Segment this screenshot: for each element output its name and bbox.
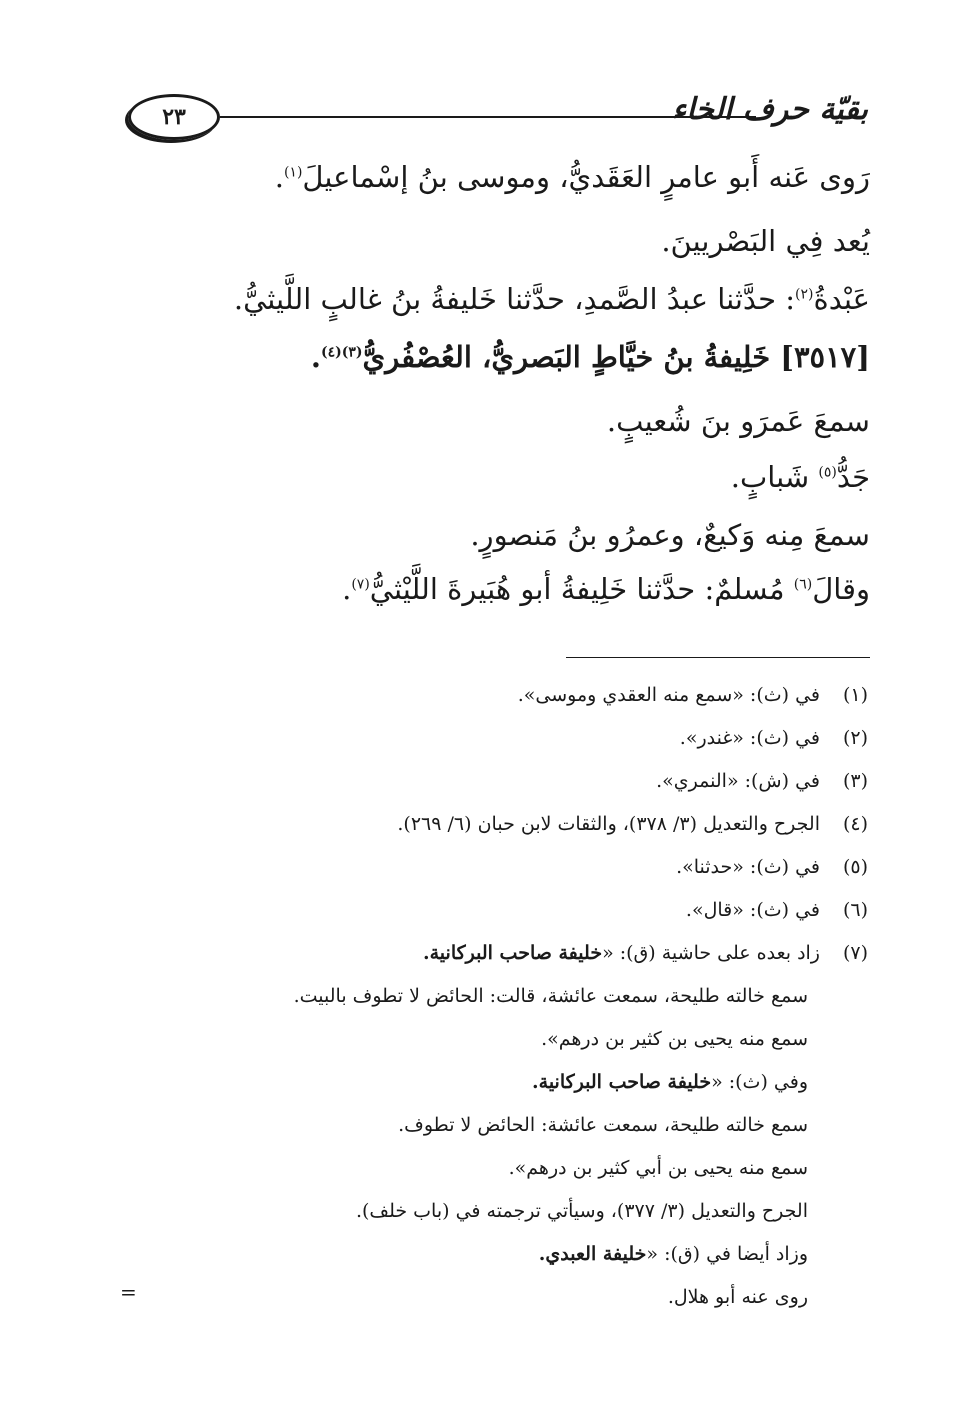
footnote-7-line-2 <box>188 985 808 1007</box>
footnote-text: سمع خالته طليحة، سمعت عائشة: الحائض لا تطوف. <box>398 1114 808 1136</box>
footnote-text-bold: خليفة العبدي. <box>538 1243 647 1265</box>
main-line-6 <box>731 460 870 494</box>
text: رَوى عَنه أَبو عامرٍ العَقَديُّ، وموسى بنُ إسْماعيلَ <box>302 160 870 194</box>
main-line-5 <box>607 404 870 438</box>
footnote-ref: (٢) <box>795 286 814 303</box>
footnote-text: روى عنه أبو هلال. <box>667 1286 808 1308</box>
footnote-separator <box>566 657 870 658</box>
footnote-text: وزاد أيضا في (ق): « <box>646 1243 808 1265</box>
footnote-ref: (٥) <box>818 464 837 481</box>
text: مُسلمٌ: حدَّثنا خَلِيفةُ أبو هُبَيرةَ اللَّيْثيُّ <box>369 572 794 606</box>
footnote-6 <box>248 899 868 921</box>
main-line-2 <box>661 224 870 258</box>
footnote-7-line-7 <box>188 1200 808 1222</box>
footnote-4 <box>248 813 868 835</box>
text: سمعَ مِنه وَكيعٌ، وعمرُو بنُ مَنصورٍ. <box>470 518 870 552</box>
footnote-number: (٥) <box>842 856 868 878</box>
footnote-7-line-4 <box>188 1071 808 1093</box>
main-line-3 <box>234 282 870 316</box>
footnote-text-bold: خليفة صاحب البركانية. <box>423 942 603 964</box>
footnote-text: سمع منه يحيى بن أبي كثير بن درهم». <box>508 1157 808 1179</box>
footnote-2 <box>248 727 868 749</box>
footnote-number: (١) <box>842 684 868 706</box>
text: سمعَ عَمرَو بنَ شُعيبٍ. <box>606 404 870 438</box>
text: شَبابٍ. <box>730 460 819 494</box>
footnote-number: (٢) <box>842 727 868 749</box>
footnote-ref: (٣)(٤) <box>320 344 363 361</box>
footnote-1 <box>248 684 868 706</box>
text: عَبْدةُ <box>813 282 870 316</box>
footnote-7 <box>248 942 868 964</box>
text: : حدَّثنا عبدُ الصَّمدِ، حدَّثنا خَليفةُ بنُ غالبٍ اللَّيثيُّ. <box>233 282 796 316</box>
footnote-3 <box>248 770 868 792</box>
footnote-number: (٦) <box>842 899 868 921</box>
running-header <box>128 92 868 148</box>
text: يُعد فِي البَصْريينَ. <box>661 224 870 258</box>
footnote-text: سمع منه يحيى بن كثير بن درهم». <box>541 1028 808 1050</box>
footnote-text: الجرح والتعديل (٣/ ٣٧٧)، وسيأتي ترجمته في (باب خلف). <box>355 1200 808 1222</box>
footnote-7-line-6 <box>188 1157 808 1179</box>
footnote-ref: (٦) <box>793 576 813 593</box>
page-number: ٢٣ <box>128 94 220 140</box>
text: جَدُّ <box>836 460 870 494</box>
main-line-7 <box>470 518 870 552</box>
footnote-ref: (٧) <box>351 576 370 593</box>
footnote-text: زاد بعده على حاشية (ق): « <box>602 942 820 964</box>
footnote-text: في (ش): «النمري». <box>656 770 820 792</box>
footnote-7-line-8 <box>188 1243 808 1265</box>
main-line-1 <box>275 160 870 194</box>
text: . <box>342 572 352 606</box>
footnote-text: وفي (ث): « <box>711 1071 808 1093</box>
footnote-5 <box>248 856 868 878</box>
footnote-text-bold: خليفة صاحب البركانية. <box>532 1071 712 1093</box>
text: . <box>274 160 284 194</box>
footnote-text: في (ث): «قال». <box>685 899 820 921</box>
footnote-text: سمع خالته طليحة، سمعت عائشة، قالت: الحائض لا تطوف بالبيت. <box>293 985 808 1007</box>
running-title: بقيّة حرف الخاء <box>672 92 868 127</box>
footnote-number: (٤) <box>842 813 868 835</box>
main-line-8 <box>342 572 870 606</box>
footnote-text: في (ث): «غندر». <box>679 727 820 749</box>
footnote-text: في (ث): «حدثنا». <box>676 856 820 878</box>
footnote-ref: (١) <box>283 164 303 181</box>
text: وقالَ <box>812 572 870 606</box>
footnote-7-line-5 <box>188 1114 808 1136</box>
entry-heading <box>311 340 870 374</box>
footnote-7-line-9 <box>188 1286 808 1308</box>
footnote-text: في (ث): «سمع منه العقدي وموسى». <box>517 684 820 706</box>
text: [٣٥١٧] خَلِيفةُ بنُ خيَّاطٍ البَصريُّ، العُصْفُريُّ <box>362 340 870 374</box>
continuation-mark: = <box>120 1280 137 1304</box>
footnote-7-line-3 <box>188 1028 808 1050</box>
footnote-number: (٧) <box>842 942 868 964</box>
footnote-text: الجرح والتعديل (٣/ ٣٧٨)، والثقات لابن حبان (٦/ ٢٦٩). <box>397 813 820 835</box>
footnote-number: (٣) <box>842 770 868 792</box>
text: . <box>310 340 321 374</box>
